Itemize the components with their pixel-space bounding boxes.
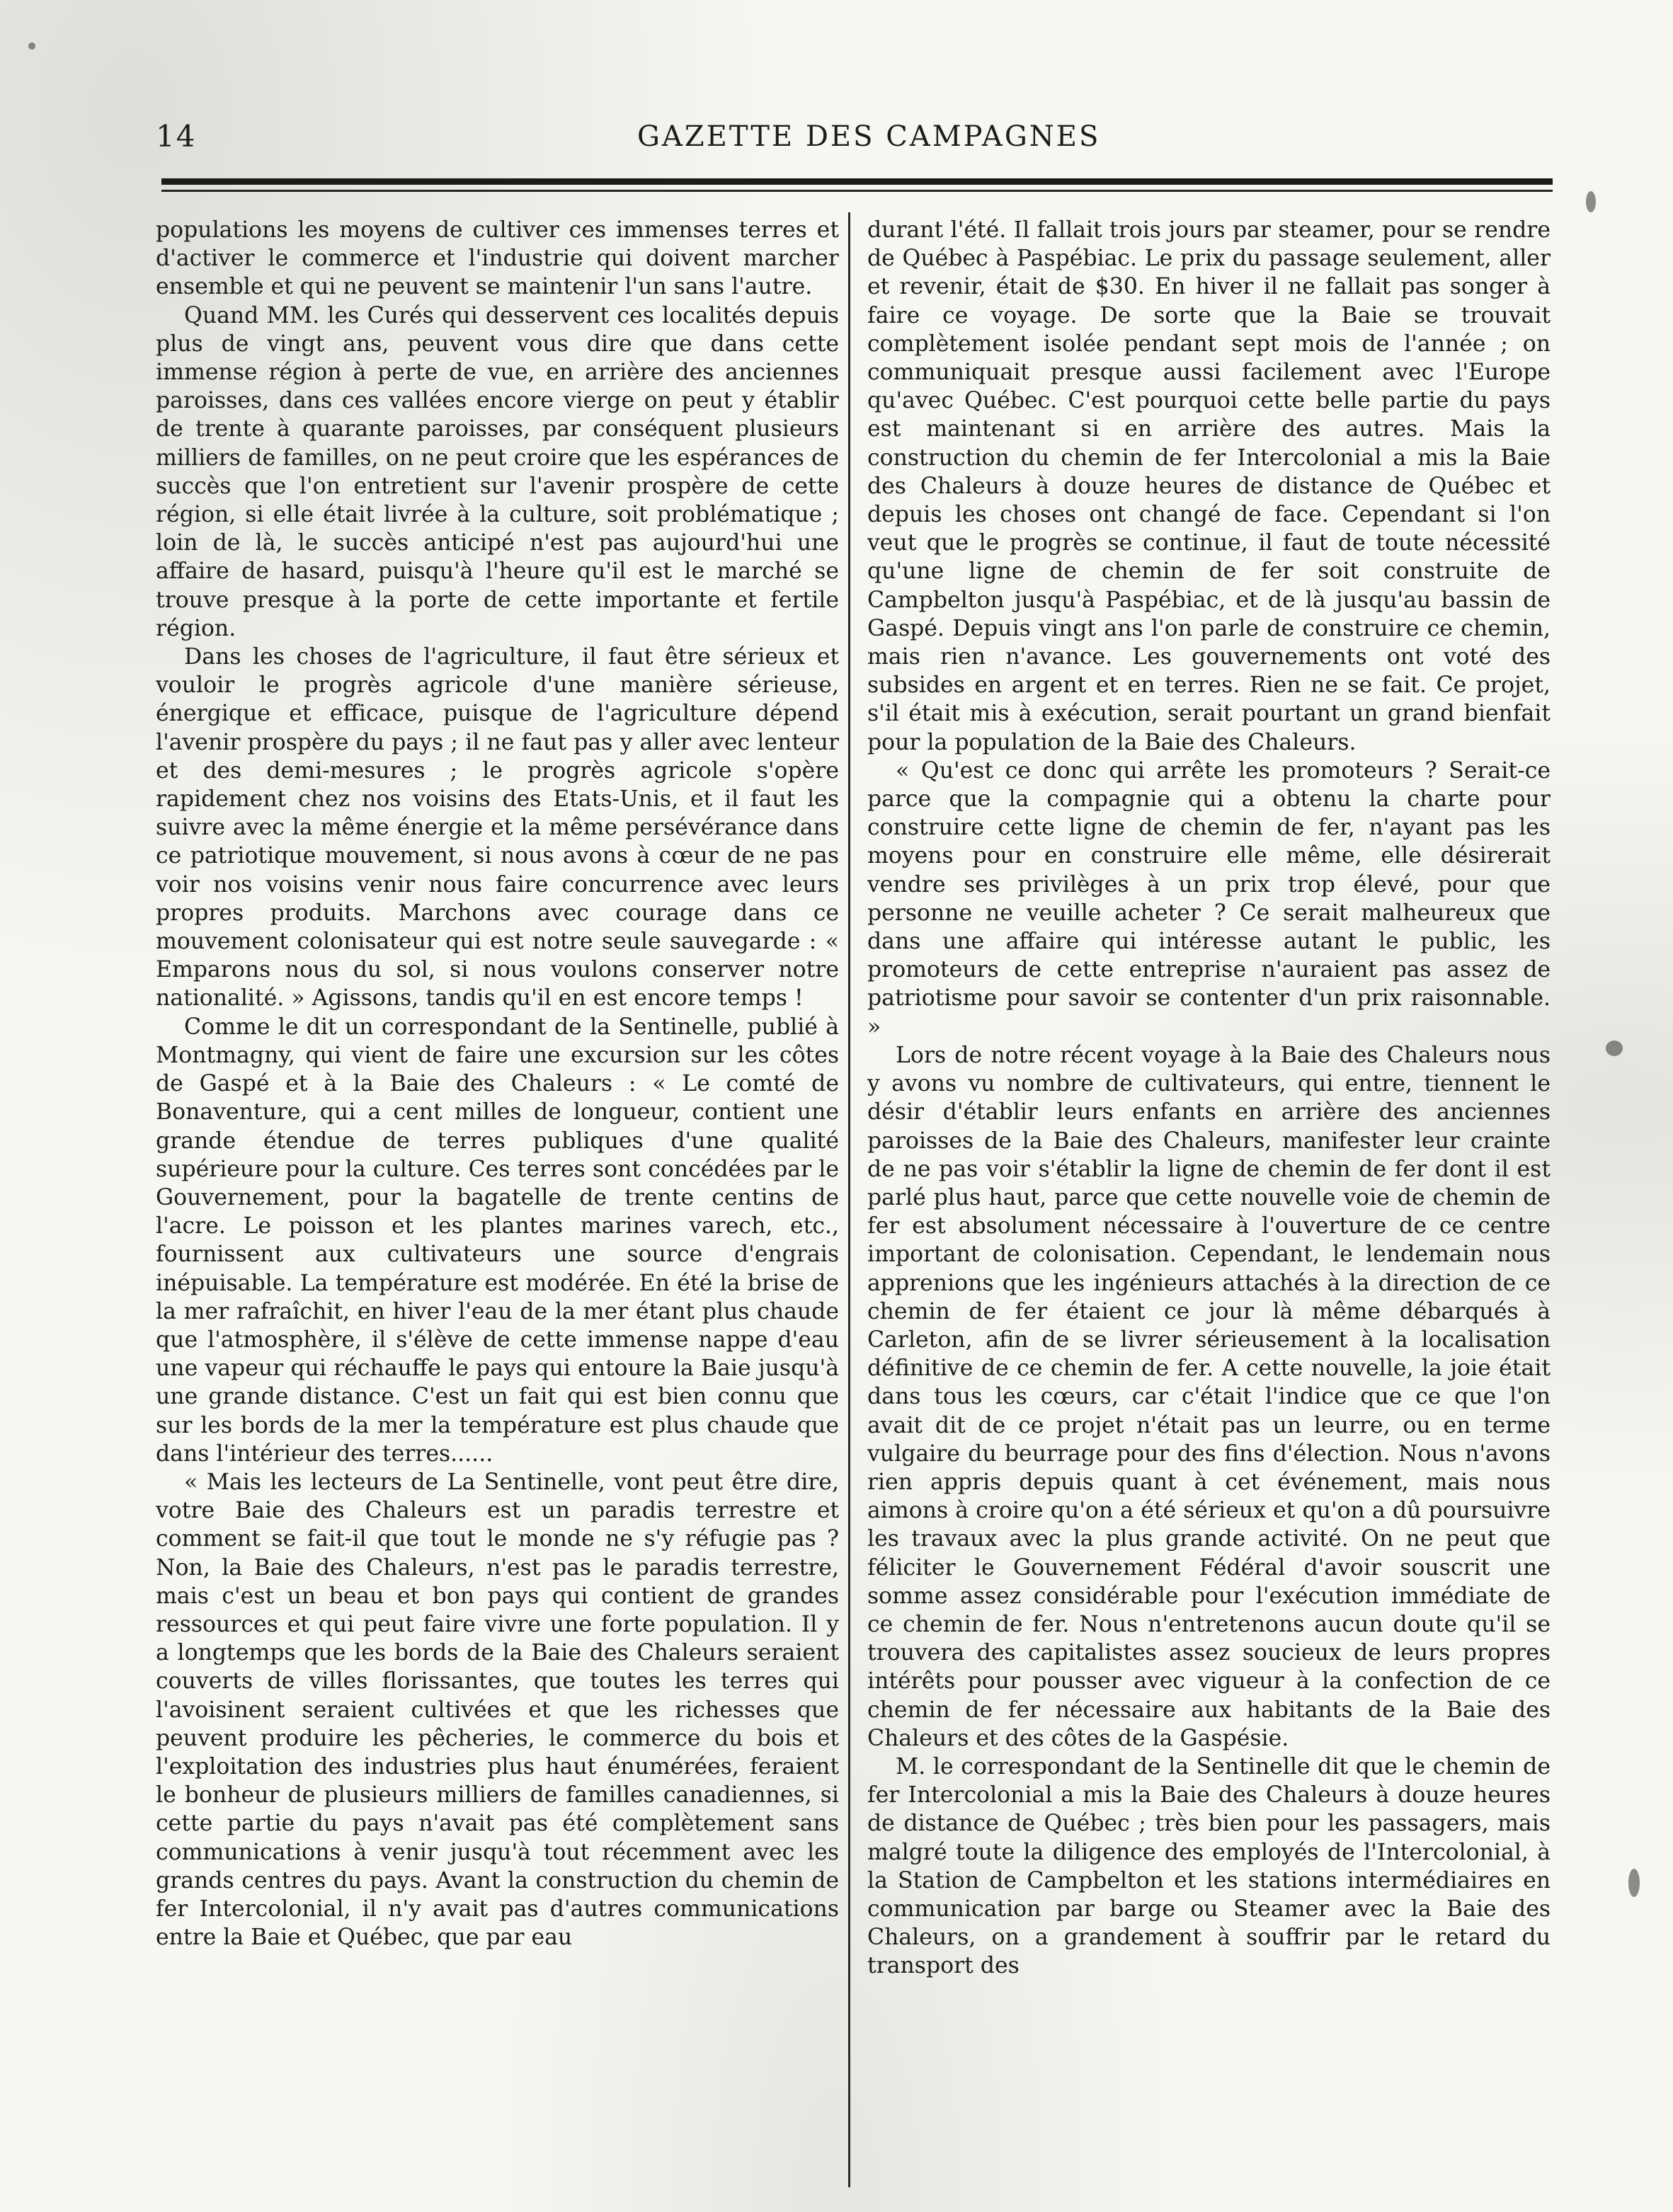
right-paragraph-3: Lors de notre récent voyage à la Baie des Chaleurs nous y avons vu nombre de cultivateurs, qui entre, tiennent le désir d'établir leurs enfants en arrière des anciennes paroisses de la Baie des Chaleurs, manifester leur crainte de ne pas voir s'établir la ligne de chemin de fer dont il est parlé plus haut, parce que cette nouvelle voie de chemin de fer est absolument nécessaire à l'ouverture de ce centre important de colonisation. Cependant, le lendemain nous apprenions que les ingénieurs attachés à la direction de ce chemin de fer étaient ce jour là même débarqués à Carleton, afin de se livrer sérieusement à la localisation définitive de ce chemin de fer. A cette nouvelle, la joie était dans tous les cœurs, car c'était l'indice que ce que l'on avait dit de ce projet n'était pas un leurre, ou en terme vulgaire du beurrage pour des fins d'élection. Nous n'avons rien appris depuis quant à cet événement, mais nous aimons à croire qu'on a été sérieux et qu'on a dû poursuivre les travaux avec la plus grande activité. On ne peut que féliciter le Gouvernement Fédéral d'avoir souscrit une somme assez considérable pour l'exécution immédiate de ce chemin de fer. Nous n'entretenons aucun doute qu'il se trouvera des capitalistes assez soucieux de leurs propres intérêts pour pousser avec vigueur à la confection de ce chemin de fer nécessaire aux habitants de la Baie des Chaleurs et des côtes de la Gaspésie. [867, 1042, 1551, 1751]
ink-speck [28, 42, 35, 50]
right-paragraph-2: « Qu'est ce donc qui arrête les promoteurs ? Serait-ce parce que la compagnie qui a obtenu la charte pour construire cette ligne de chemin de fer, n'ayant pas les moyens pour en construire elle même, elle désirerait vendre ses privilèges à un prix trop élevé, pour que personne ne veuille acheter ? Ce serait malheureux que dans une affaire qui intéresse autant le public, les promoteurs de cette entreprise n'auraient pas assez de patriotisme pour savoir se contenter d'un prix raisonnable. » [867, 757, 1551, 1040]
left-paragraph-5: « Mais les lecteurs de La Sentinelle, vont peut être dire, votre Baie des Chaleurs est un paradis terrestre et comment se fait-il que tout le monde ne s'y réfugie pas ? Non, la Baie des Chaleurs, n'est pas le paradis terrestre, mais c'est un beau et bon pays qui contient de grandes ressources et qui peut faire vivre une forte population. Il y a longtemps que les bords de la Baie des Chaleurs seraient couverts de villes florissantes, que toutes les terres qui l'avoisinent seraient cultivées et que les richesses que peuvent produire les pêcheries, le commerce du bois et l'exploitation des industries plus haut énumérées, feraient le bonheur de plusieurs milliers de familles canadiennes, si cette partie du pays n'avait pas été complètement sans communications à venir jusqu'à tout récemment avec les grands centres du pays. Avant la construction du chemin de fer Intercolonial, il n'y avait pas d'autres communications entre la Baie et Québec, que par eau [156, 1469, 839, 1951]
left-paragraph-1: populations les moyens de cultiver ces immenses terres et d'activer le commerce et l'industrie qui doivent marcher ensemble et qui ne peuvent se maintenir l'un sans l'autre. [156, 217, 839, 300]
page-header [156, 119, 1536, 161]
header-rule-thin [161, 190, 1553, 192]
right-paragraph-4: M. le correspondant de la Sentinelle dit que le chemin de fer Intercolonial a mis la Baie des Chaleurs à douze heures de distance de Québec ; très bien pour les passagers, mais malgré toute la diligence des employés de l'Intercolonial, à la Station de Campbelton et les stations intermédiaires en communication par barge ou Steamer avec la Baie des Chaleurs, on a grandement à souffrir par le retard du transport des [867, 1753, 1551, 1979]
left-column [156, 216, 839, 2198]
column-divider [848, 212, 850, 2187]
ink-speck [1606, 1041, 1623, 1056]
left-paragraph-3: Dans les choses de l'agriculture, il faut être sérieux et vouloir le progrès agricole d'une manière sérieuse, énergique et efficace, puisque de l'agriculture dépend l'avenir prospère du pays ; il ne faut pas y aller avec lenteur et des demi-mesures ; le progrès agricole s'opère rapidement chez nos voisins des Etats-Unis, et il faut les suivre avec la même énergie et la même persévérance dans ce patriotique mouvement, si nous avons à cœur de ne pas voir nos voisins venir nous faire concurrence avec leurs propres produits. Marchons avec courage dans ce mouvement colonisateur qui est notre seule sauvegarde : « Emparons nous du sol, si nous voulons conserver notre nationalité. » Agissons, tandis qu'il en est encore temps ! [156, 644, 839, 1012]
header-rule-thick [161, 178, 1553, 185]
right-paragraph-1: durant l'été. Il fallait trois jours par steamer, pour se rendre de Québec à Paspébiac. Le prix du passage seulement, aller et revenir, était de $30. En hiver il ne fallait pas songer à faire ce voyage. De sorte que la Baie se trouvait complètement isolée pendant sept mois de l'année ; on communiquait presque aussi facilement avec l'Europe qu'avec Québec. C'est pourquoi cette belle partie du pays est maintenant si en arrière des autres. Mais la construction du chemin de fer Intercolonial a mis la Baie des Chaleurs à douze heures de distance de Québec et depuis les choses ont changé de face. Cependant si l'on veut que le progrès se continue, il faut de toute nécessité qu'une ligne de chemin de fer soit construite de Campbelton jusqu'à Paspébiac, et de là jusqu'au bassin de Gaspé. Depuis vingt ans l'on parle de construire ce chemin, mais rien n'avance. Les gouvernements ont voté des subsides en argent et en terres. Rien ne se fait. Ce projet, s'il était mis à exécution, serait pourtant un grand bienfait pour la population de la Baie des Chaleurs. [867, 217, 1551, 755]
right-column [867, 216, 1551, 2198]
left-paragraph-2: Quand MM. les Curés qui desservent ces localités depuis plus de vingt ans, peuvent vous dire que dans cette immense région à perte de vue, en arrière des anciennes paroisses, dans ces vallées encore vierge on peut y établir de trente à quarante paroisses, par conséquent plusieurs milliers de familles, on ne peut croire que les espérances de succès que l'on entretient sur l'avenir prospère de cette région, si elle était livrée à la culture, soit problématique ; loin de là, le succès anticipé n'est pas aujourd'hui une affaire de hasard, puisqu'à l'heure qu'il est le marché se trouve presque à la porte de cette importante et fertile région. [156, 302, 839, 641]
left-paragraph-4: Comme le dit un correspondant de la Sentinelle, publié à Montmagny, qui vient de faire une excursion sur les côtes de Gaspé et à la Baie des Chaleurs : « Le comté de Bonaventure, qui a cent milles de longueur, contient une grande étendue de terres publiques d'une qualité supérieure pour la culture. Ces terres sont concédées par le Gouvernement, pour la bagatelle de trente centins de l'acre. Le poisson et les plantes marines varech, etc., fournissent aux cultivateurs une source d'engrais inépuisable. La température est modérée. En été la brise de la mer rafraîchit, en hiver l'eau de la mer étant plus chaude que l'atmosphère, il s'élève de cette immense nappe d'eau une vapeur qui réchauffe le pays qui entoure la Baie jusqu'à une grande distance. C'est un fait qui est bien connu que sur les bords de la mer la température est plus chaude que dans l'intérieur des terres...... [156, 1014, 839, 1467]
running-title: GAZETTE DES CAMPAGNES [637, 120, 1101, 153]
ink-speck [1586, 191, 1596, 212]
ink-speck [1628, 1869, 1640, 1897]
page-number: 14 [156, 119, 197, 154]
